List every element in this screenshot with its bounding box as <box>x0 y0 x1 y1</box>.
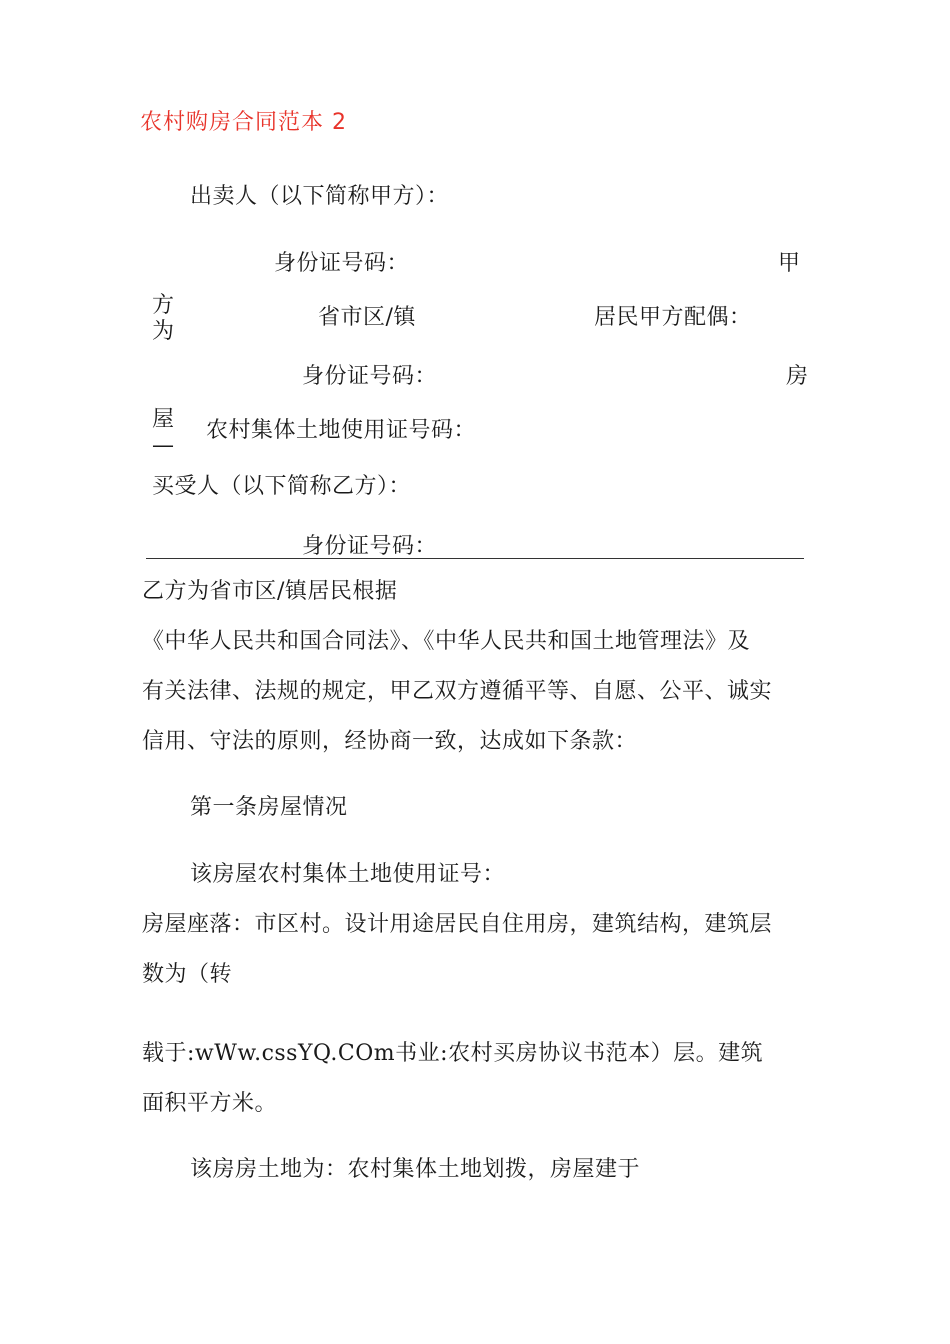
land-cert-label: 农村集体土地使用证号码： <box>206 418 477 443</box>
buyer-id-underline <box>146 558 804 559</box>
seller-line: 出卖人（以下简称甲方）： <box>190 184 450 209</box>
land-line: 该房房土地为：农村集体土地划拨，房屋建于 <box>190 1157 641 1182</box>
law-line-1: 《中华人民共和国合同法》、《中华人民共和国土地管理法》及 <box>142 629 751 654</box>
area-line: 面积平方米。 <box>142 1091 278 1116</box>
law-line-2: 有关法律、法规的规定，甲乙双方遵循平等、自愿、公平、诚实 <box>142 679 773 704</box>
location-line-2: 数为（转 <box>142 962 233 987</box>
buyer-id-label: 身份证号码： <box>302 534 438 559</box>
fragment-wu: 屋 — <box>152 407 175 458</box>
document-title: 农村购房合同范本 2 <box>140 110 347 135</box>
source-line: 载于:wWw.cssYQ.COm书业:农村买房协议书范本）层。建筑 <box>142 1041 764 1066</box>
fragment-jia: 甲 <box>778 251 801 276</box>
province-city-label: 省市区/镇 <box>318 305 416 330</box>
location-line-1: 房屋座落：市区村。设计用途居民自住用房，建筑结构，建筑层 <box>142 912 773 937</box>
seller-id-label: 身份证号码： <box>274 251 410 276</box>
fragment-fang: 房 <box>786 364 809 389</box>
cert-no-line: 该房屋农村集体土地使用证号： <box>190 862 506 887</box>
buyer-line: 买受人（以下简称乙方）： <box>152 474 412 499</box>
fragment-fang-wei: 方 为 <box>152 293 175 344</box>
buyer-resident-line: 乙方为省市区/镇居民根据 <box>142 579 398 604</box>
spouse-id-label: 身份证号码： <box>302 364 438 389</box>
resident-spouse-label: 居民甲方配偶： <box>594 305 752 330</box>
law-line-3: 信用、守法的原则，经协商一致，达成如下条款： <box>142 729 638 754</box>
article-1-heading: 第一条房屋情况 <box>190 795 348 820</box>
